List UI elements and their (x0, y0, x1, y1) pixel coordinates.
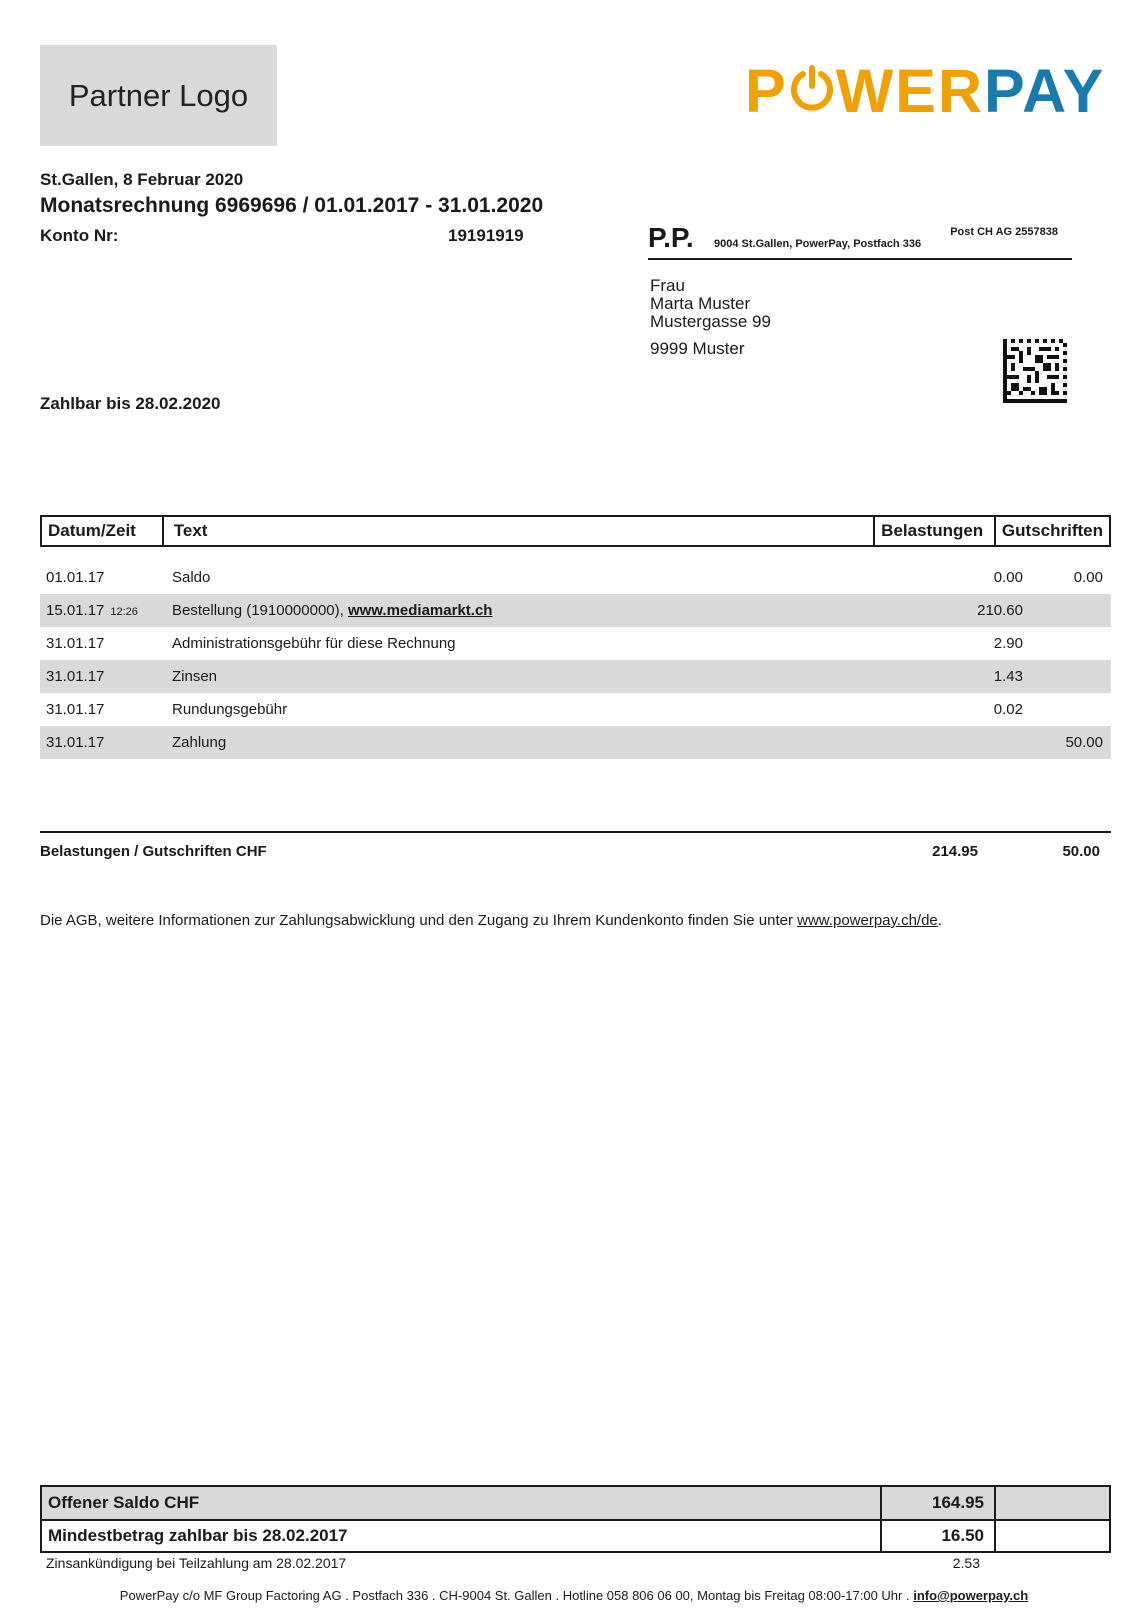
agb-suffix: . (937, 912, 942, 929)
agb-notice (40, 912, 942, 929)
col-header-text: Text (164, 517, 875, 545)
footer (0, 1588, 1148, 1603)
table-row (40, 726, 1111, 759)
konto-label: Konto Nr: (40, 226, 119, 245)
row-text: Rundungsgebühr (172, 701, 288, 718)
transactions-header (40, 515, 1111, 547)
row-debit: 2.90 (993, 635, 1023, 652)
col-header-debit: Belastungen (875, 517, 996, 545)
table-row (40, 594, 1111, 627)
row-debit: 210.60 (977, 602, 1023, 619)
recipient-city: 9999 Muster (650, 339, 745, 358)
row-debit: 0.00 (993, 569, 1023, 586)
row-debit: 0.02 (993, 701, 1023, 718)
row-credit: 0.00 (1073, 569, 1103, 586)
totals-debit: 214.95 (932, 843, 978, 860)
logo-part-pay: PAY (984, 57, 1106, 125)
minimum-amount-label: Mindestbetrag zahlbar bis 28.02.2017 (42, 1521, 882, 1551)
merchant-link[interactable]: www.mediamarkt.ch (347, 602, 493, 619)
recipient-salutation: Frau (650, 276, 685, 295)
logo-part-wer: WER (835, 57, 985, 125)
row-time: 12:26 (110, 606, 138, 618)
totals-divider (40, 831, 1111, 833)
table-row (40, 627, 1111, 660)
row-text: Zinsen (172, 668, 218, 685)
datamatrix-code (1003, 339, 1067, 403)
balance-summary (40, 1485, 1111, 1553)
minimum-amount-value: 16.50 (882, 1521, 996, 1551)
open-balance-value: 164.95 (882, 1487, 996, 1519)
table-row (40, 561, 1111, 594)
minimum-amount-empty (996, 1521, 1109, 1551)
totals-label: Belastungen / Gutschriften CHF (40, 843, 267, 860)
agb-link[interactable]: www.powerpay.ch/de (797, 912, 938, 929)
agb-text: Die AGB, weitere Informationen zur Zahlungsabwicklung und den Zugang zu Ihrem Kundenkonto finden Sie unter (40, 912, 798, 929)
due-date: Zahlbar bis 28.02.2020 (40, 394, 221, 413)
totals-credit: 50.00 (1062, 843, 1100, 860)
row-text-value: Bestellung (1910000000), (172, 602, 348, 619)
row-date: 31.01.17 (46, 734, 105, 751)
sender-address: 9004 St.Gallen, PowerPay, Postfach 336 (714, 238, 922, 250)
post-license: Post CH AG 2557838 (950, 226, 1058, 238)
konto-value: 19191919 (448, 226, 524, 245)
date-line: St.Gallen, 8 Februar 2020 (40, 170, 244, 189)
col-header-date: Datum/Zeit (42, 517, 164, 545)
row-date-value: 15.01.17 (46, 602, 105, 619)
recipient-street: Mustergasse 99 (650, 312, 771, 331)
row-date: 31.01.17 (46, 668, 105, 685)
row-date: 31.01.17 (46, 701, 105, 718)
row-credit: 50.00 (1065, 734, 1103, 751)
invoice-title: Monatsrechnung 6969696 / 01.01.2017 - 31.01.2020 (40, 194, 544, 217)
open-balance-empty (996, 1487, 1109, 1519)
footer-text: PowerPay c/o MF Group Factoring AG . Postfach 336 . CH-9004 St. Gallen . Hotline 058 806 06 00, Montag bis Freitag 08:00-17:00 Uhr . (119, 1588, 914, 1603)
transactions-table (40, 561, 1111, 759)
footer-email-link[interactable]: info@powerpay.ch (913, 1588, 1029, 1603)
table-row (40, 660, 1111, 693)
row-text: Saldo (172, 569, 211, 586)
open-balance-row (42, 1487, 1109, 1519)
row-text (168, 602, 872, 619)
power-icon (789, 64, 835, 114)
partner-logo: Partner Logo (40, 45, 277, 146)
row-date: 31.01.17 (46, 635, 105, 652)
col-header-credit: Gutschriften (1001, 521, 1103, 540)
row-text: Administrationsgebühr für diese Rechnung (172, 635, 456, 652)
powerpay-logo (745, 56, 1105, 126)
open-balance-label: Offener Saldo CHF (42, 1487, 882, 1519)
postage-block (648, 220, 1072, 260)
minimum-amount-row (42, 1519, 1109, 1551)
logo-part-p: P (745, 57, 788, 125)
interest-notice-value: 2.53 (952, 1555, 980, 1571)
row-date: 01.01.17 (46, 569, 105, 586)
pp-mark: P.P. (648, 222, 694, 253)
row-debit: 1.43 (993, 668, 1023, 685)
table-row (40, 693, 1111, 726)
recipient-name: Marta Muster (650, 294, 751, 313)
row-text: Zahlung (172, 734, 227, 751)
interest-notice-label: Zinsankündigung bei Teilzahlung am 28.02.2017 (46, 1555, 347, 1571)
recipient-address (650, 277, 771, 358)
row-date (40, 602, 168, 619)
